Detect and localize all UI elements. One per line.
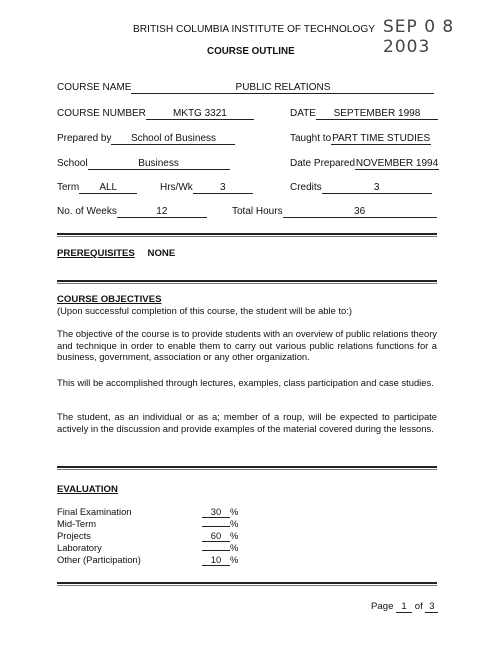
school-label: School: [57, 158, 88, 169]
hrs-wk-field: [160, 182, 253, 194]
date-prepared-field: [290, 158, 439, 170]
school-field: [57, 158, 230, 170]
page-label: Page: [371, 601, 394, 612]
eval-value: [202, 550, 230, 551]
course-name-label: COURSE NAME: [57, 82, 132, 93]
school-value: Business: [88, 158, 230, 170]
term-value: ALL: [79, 182, 137, 194]
eval-row-laboratory: [57, 542, 238, 553]
divider-2: [57, 280, 437, 284]
of-label: of: [414, 601, 423, 612]
weeks-field: [57, 206, 207, 218]
term-field: [57, 182, 137, 194]
taught-to-value: PART TIME STUDIES: [332, 133, 431, 144]
objectives-heading: COURSE OBJECTIVES: [57, 294, 162, 305]
date-prepared-value: NOVEMBER 1994: [355, 158, 439, 169]
course-name-field: [57, 82, 434, 94]
eval-row-other: [57, 554, 238, 566]
eval-label: Final Examination: [57, 506, 132, 517]
eval-unit: %: [230, 554, 239, 565]
evaluation-heading: EVALUATION: [57, 484, 118, 495]
page-current: 1: [396, 601, 412, 613]
prepared-by-label: Prepared by: [57, 133, 112, 144]
course-number-value: MKTG 3321: [146, 108, 254, 120]
objectives-paragraph-1: The objective of the course is to provide students with an overview of public relations theory and technique in order to enable them to carry out various public relations functions for a business, government, association or any other organization.: [57, 328, 437, 362]
credits-field: [290, 182, 432, 194]
page-number: [371, 601, 438, 613]
total-hours-field: [232, 206, 437, 218]
taught-to-label: Taught to: [290, 133, 332, 144]
date-prepared-label: Date Prepared: [290, 158, 356, 169]
course-number-field: [57, 108, 254, 120]
prerequisites-value: NONE: [147, 248, 176, 259]
prepared-by-field: [57, 133, 235, 145]
eval-label: Projects: [57, 530, 91, 541]
eval-value: [202, 526, 230, 527]
institute-name: BRITISH COLUMBIA INSTITUTE OF TECHNOLOGY: [133, 24, 376, 35]
eval-unit: %: [230, 506, 239, 517]
course-number-label: COURSE NUMBER: [57, 108, 146, 119]
eval-label: Laboratory: [57, 542, 102, 553]
eval-row-mid-term: [57, 518, 238, 529]
eval-label: Mid-Term: [57, 518, 97, 529]
objectives-paragraph-2: This will be accomplished through lectures, examples, class participation and case studies.: [57, 377, 434, 388]
weeks-label: No. of Weeks: [57, 206, 117, 217]
prerequisites-section: [57, 248, 175, 259]
eval-unit: %: [230, 542, 239, 553]
prepared-by-value: School of Business: [111, 133, 235, 145]
objectives-paragraph-3: The student, as an individual or as a; member of a roup, will be expected to participate actively in the discussion and provide examples of the material covered during the lessons.: [57, 411, 437, 434]
total-hours-value: 36: [283, 206, 437, 218]
eval-value: 10: [202, 555, 230, 566]
date-stamp: SEP 0 8 2003: [383, 17, 455, 57]
page-total: 3: [425, 601, 438, 613]
eval-label: Other (Participation): [57, 554, 141, 565]
divider-3: [57, 466, 437, 470]
credits-value: 3: [322, 182, 432, 194]
objectives-intro: (Upon successful completion of this course, the student will be able to:): [57, 305, 352, 316]
eval-value: 30: [202, 507, 230, 518]
prerequisites-heading: PREREQUISITES: [57, 248, 135, 259]
divider-1: [57, 233, 437, 237]
eval-unit: %: [230, 530, 239, 541]
eval-row-final-exam: [57, 506, 238, 518]
date-value: SEPTEMBER 1998: [316, 108, 438, 120]
total-hours-label: Total Hours: [232, 206, 283, 217]
hrs-wk-label: Hrs/Wk: [160, 182, 193, 193]
eval-value: 60: [202, 531, 230, 542]
document-title: COURSE OUTLINE: [207, 46, 295, 57]
weeks-value: 12: [117, 206, 207, 218]
date-label: DATE: [290, 108, 316, 119]
term-label: Term: [57, 182, 80, 193]
credits-label: Credits: [290, 182, 322, 193]
hrs-wk-value: 3: [193, 182, 253, 194]
course-name-value: PUBLIC RELATIONS: [131, 82, 434, 94]
divider-4: [57, 582, 437, 586]
eval-unit: %: [230, 518, 239, 529]
eval-row-projects: [57, 530, 238, 542]
taught-to-field: [290, 133, 431, 145]
date-field: [290, 108, 438, 120]
